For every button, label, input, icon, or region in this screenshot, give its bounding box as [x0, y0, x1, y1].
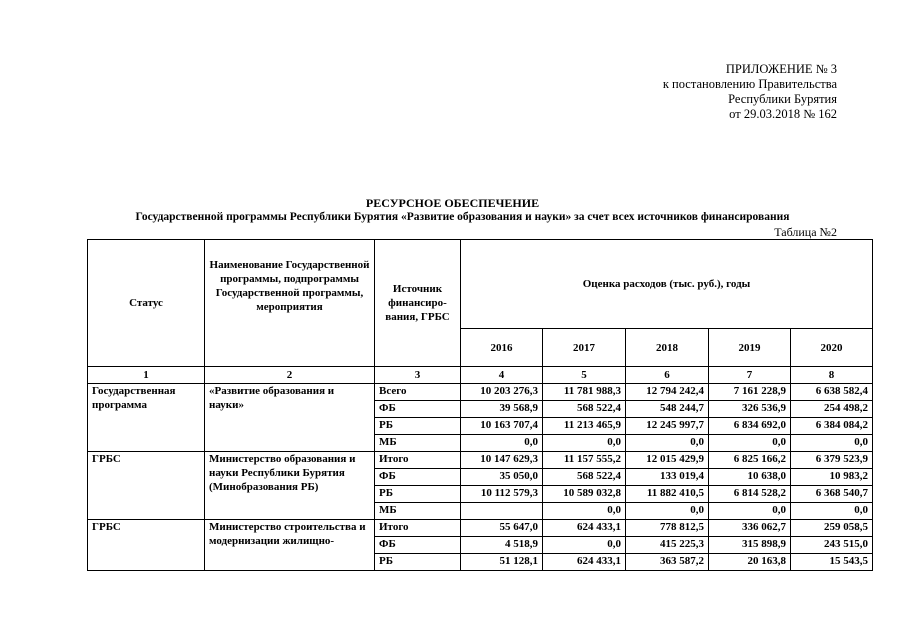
value-cell: 11 781 988,3 — [543, 384, 626, 401]
value-cell: 415 225,3 — [626, 537, 709, 554]
value-cell: 6 384 084,2 — [791, 418, 873, 435]
year-2017: 2017 — [543, 329, 626, 367]
table-row — [88, 520, 873, 537]
col-number: 2 — [205, 367, 375, 384]
year-2019: 2019 — [709, 329, 791, 367]
value-cell: 243 515,0 — [791, 537, 873, 554]
value-cell: 548 244,7 — [626, 401, 709, 418]
value-cell: 6 814 528,2 — [709, 486, 791, 503]
program-name-cell: «Развитие образования и науки» — [205, 384, 375, 452]
appendix-line-2: к постановлению Правительства — [662, 77, 837, 91]
value-cell: 11 213 465,9 — [543, 418, 626, 435]
source-cell: РБ — [375, 554, 461, 571]
table-row — [88, 384, 873, 401]
value-cell: 0,0 — [626, 503, 709, 520]
value-cell: 4 518,9 — [461, 537, 543, 554]
source-cell: ФБ — [375, 469, 461, 486]
source-cell: Всего — [375, 384, 461, 401]
value-cell: 55 647,0 — [461, 520, 543, 537]
value-cell: 624 433,1 — [543, 554, 626, 571]
value-cell: 15 543,5 — [791, 554, 873, 571]
value-cell: 778 812,5 — [626, 520, 709, 537]
source-cell: Итого — [375, 520, 461, 537]
value-cell: 20 163,8 — [709, 554, 791, 571]
value-cell: 10 589 032,8 — [543, 486, 626, 503]
value-cell: 10 638,0 — [709, 469, 791, 486]
column-number-row — [88, 367, 873, 384]
status-cell: ГРБС — [88, 452, 205, 520]
value-cell: 363 587,2 — [626, 554, 709, 571]
appendix-line-1: ПРИЛОЖЕНИЕ № 3 — [725, 62, 837, 76]
value-cell: 624 433,1 — [543, 520, 626, 537]
value-cell: 6 368 540,7 — [791, 486, 873, 503]
resource-table — [87, 239, 873, 571]
value-cell: 0,0 — [543, 435, 626, 452]
col-number: 1 — [88, 367, 205, 384]
value-cell: 7 161 228,9 — [709, 384, 791, 401]
value-cell: 10 983,2 — [791, 469, 873, 486]
source-cell: РБ — [375, 418, 461, 435]
value-cell: 6 379 523,9 — [791, 452, 873, 469]
appendix-block — [663, 62, 837, 122]
value-cell: 6 825 166,2 — [709, 452, 791, 469]
source-cell: Итого — [375, 452, 461, 469]
appendix-line-3: Республики Бурятия — [728, 92, 837, 106]
col-number: 3 — [375, 367, 461, 384]
col-number: 4 — [461, 367, 543, 384]
source-cell: РБ — [375, 486, 461, 503]
value-cell: 315 898,9 — [709, 537, 791, 554]
value-cell: 568 522,4 — [543, 469, 626, 486]
document-subtitle: Государственной программы Республики Бурятия «Развитие образования и науки» за счет всех источников финансирования — [135, 211, 790, 223]
header-estimate: Оценка расходов (тыс. руб.), годы — [461, 240, 873, 329]
value-cell: 11 157 555,2 — [543, 452, 626, 469]
value-cell: 0,0 — [791, 503, 873, 520]
value-cell: 336 062,7 — [709, 520, 791, 537]
header-name: Наименование Государственной программы, подпрограммы Государственной программы, мероприятия — [205, 240, 375, 367]
value-cell: 6 834 692,0 — [709, 418, 791, 435]
value-cell: 10 203 276,3 — [461, 384, 543, 401]
value-cell: 0,0 — [709, 503, 791, 520]
source-cell: ФБ — [375, 401, 461, 418]
value-cell: 0,0 — [543, 503, 626, 520]
year-2016: 2016 — [461, 329, 543, 367]
value-cell: 10 163 707,4 — [461, 418, 543, 435]
col-number: 8 — [791, 367, 873, 384]
value-cell: 0,0 — [543, 537, 626, 554]
table-row — [88, 452, 873, 469]
status-cell: Государственная программа — [88, 384, 205, 452]
value-cell — [461, 503, 543, 520]
value-cell: 0,0 — [626, 435, 709, 452]
value-cell: 12 245 997,7 — [626, 418, 709, 435]
value-cell: 254 498,2 — [791, 401, 873, 418]
value-cell: 133 019,4 — [626, 469, 709, 486]
value-cell: 6 638 582,4 — [791, 384, 873, 401]
value-cell: 259 058,5 — [791, 520, 873, 537]
header-row — [88, 240, 873, 329]
source-cell: ФБ — [375, 537, 461, 554]
value-cell: 12 794 242,4 — [626, 384, 709, 401]
status-cell: ГРБС — [88, 520, 205, 571]
source-cell: МБ — [375, 503, 461, 520]
value-cell: 568 522,4 — [543, 401, 626, 418]
value-cell: 39 568,9 — [461, 401, 543, 418]
program-name-cell: Министерство образования и науки Республики Бурятия (Минобразования РБ) — [205, 452, 375, 520]
value-cell: 11 882 410,5 — [626, 486, 709, 503]
year-2020: 2020 — [791, 329, 873, 367]
header-status: Статус — [88, 240, 205, 367]
value-cell: 0,0 — [461, 435, 543, 452]
document-title: РЕСУРСНОЕ ОБЕСПЕЧЕНИЕ — [365, 196, 540, 210]
value-cell: 0,0 — [791, 435, 873, 452]
source-cell: МБ — [375, 435, 461, 452]
value-cell: 326 536,9 — [709, 401, 791, 418]
header-source: Источник финансиро-вания, ГРБС — [375, 240, 461, 367]
col-number: 7 — [709, 367, 791, 384]
value-cell: 35 050,0 — [461, 469, 543, 486]
col-number: 5 — [543, 367, 626, 384]
value-cell: 12 015 429,9 — [626, 452, 709, 469]
value-cell: 0,0 — [709, 435, 791, 452]
table-number: Таблица №2 — [774, 225, 837, 239]
value-cell: 10 147 629,3 — [461, 452, 543, 469]
year-2018: 2018 — [626, 329, 709, 367]
value-cell: 10 112 579,3 — [461, 486, 543, 503]
appendix-line-4: от 29.03.2018 № 162 — [729, 107, 837, 121]
col-number: 6 — [626, 367, 709, 384]
value-cell: 51 128,1 — [461, 554, 543, 571]
program-name-cell: Министерство строительства и модернизации жилищно- — [205, 520, 375, 571]
